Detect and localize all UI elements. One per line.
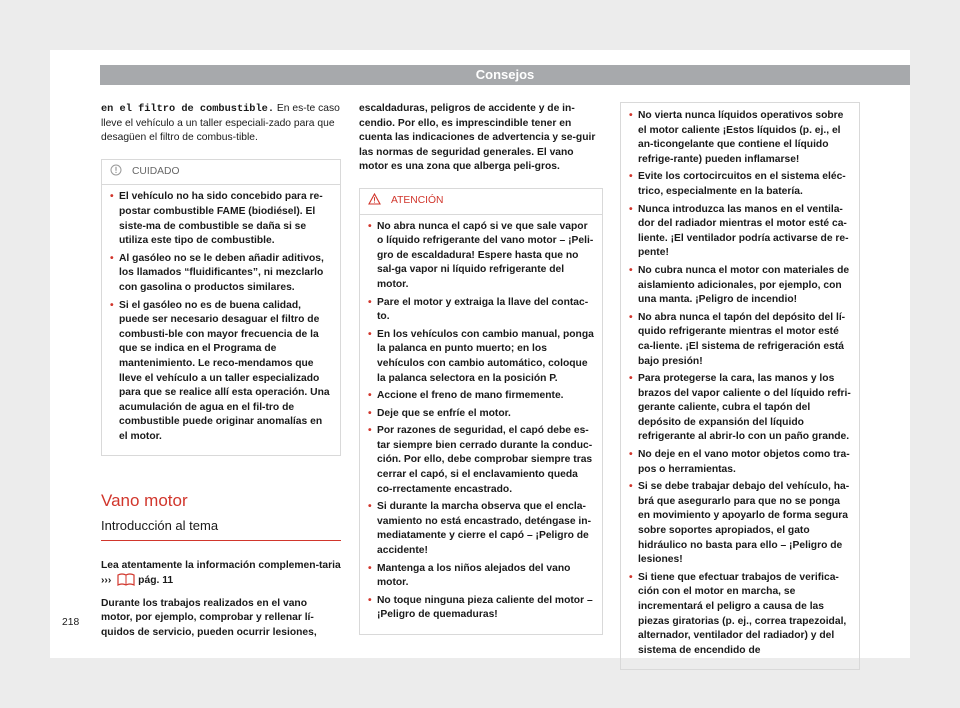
section-title: Vano motor xyxy=(101,491,188,511)
list-item: • El vehículo no ha sido concebido para re-postar combustible FAME (biodiésel). El siste-ma de combustible se daña si se utiliza este tipo de combustible. xyxy=(110,191,323,247)
column-left xyxy=(101,102,341,641)
list-item: • Si se debe trabajar debajo del vehículo, ha-brá que asegurarlo para que no se ponga en movimiento y apoyarlo de forma segura sobre soportes apropiados, el gato hidráulico no basta para ello – ¡Peligro de lesiones! xyxy=(629,481,850,566)
caution-label: CUIDADO xyxy=(132,166,180,178)
list-item: • Si tiene que efectuar trabajos de verifica-ción con el motor en marcha, se incrementará el peligro a causa de las piezas giratorias (p. ej., correa trapezoidal, alternador, ventilador del radiador) y del sistema de encendido de xyxy=(629,571,847,656)
warning-continuation-box xyxy=(620,102,860,670)
continuation-paragraph: escaldaduras, peligros de accidente y de in-cendio. Por ello, es imprescindible tener en cuenta las indicaciones de advertencia y se-guir las normas de seguridad generales. El vano motor es una zona que alberga peli-gros. xyxy=(359,103,596,173)
subsection-title: Introducción al tema xyxy=(101,519,341,541)
list-item: • Si durante la marcha observa que el encla-vamiento no está encastrado, deténgase in-mediatamente y cierre el capó – ¡Peligro de accidente! xyxy=(368,501,592,557)
list-item: • Pare el motor y extraiga la llave del contac-to. xyxy=(368,296,589,323)
list-item: • No vierta nunca líquidos operativos sobre el motor caliente ¡Estos líquidos (p. ej., el an-ticongelante que contiene el líquido refrige-rante) pueden inflamarse! xyxy=(629,110,844,165)
column-right xyxy=(620,102,860,670)
warning-label: ATENCIÓN xyxy=(391,195,444,207)
column-middle xyxy=(359,102,603,635)
caution-circle-icon xyxy=(110,164,122,182)
list-item: • Evite los cortocircuitos en el sistema eléc-trico, especialmente en la batería. xyxy=(629,171,846,197)
caution-box xyxy=(101,159,341,457)
section-header: Consejos xyxy=(100,65,910,85)
warning-header xyxy=(360,189,602,215)
list-item: • No cubra nunca el motor con materiales de aislamiento adicionales, por ejemplo, con una manta. ¡Peligro de incendio! xyxy=(629,264,850,306)
warning-list xyxy=(368,220,594,623)
reference-arrows: ››› xyxy=(101,575,112,587)
fuel-filter-paragraph: en el filtro de combustible. En es-te caso lleve el vehículo a un taller especiali-zado para que desagüen el filtro de combus-tible. xyxy=(101,103,340,144)
warning-triangle-icon xyxy=(368,193,381,211)
list-item: • Mantenga a los niños alejados del vano motor. xyxy=(368,562,571,589)
body-paragraph: Durante los trabajos realizados en el vano motor, por ejemplo, comprobar y rellenar lí-quidos de servicio, pueden ocurrir lesiones, xyxy=(101,597,317,639)
list-item: • No toque ninguna pieza caliente del motor – ¡Peligro de quemaduras! xyxy=(368,594,593,621)
intro-paragraph: Lea atentamente la información complemen-taria ››› pág. 11 xyxy=(101,559,341,592)
list-item: • Para protegerse la cara, las manos y los brazos del vapor caliente o del líquido refri-gerante caliente, cubra el tapón del depósito de expansión del líquido refrigerante al abrir-lo con un paño grande. xyxy=(629,373,851,443)
list-item: • No deje en el vano motor objetos como tra-pos o herramientas. xyxy=(629,449,850,475)
list-item: • Si el gasóleo no es de buena calidad, puede ser necesario desaguar el filtro de combusti-ble con mayor frecuencia de la que se indica en el Programa de mantenimiento. Le reco-mendamos que lleve el vehículo a un taller especializado para que se realice allí esta operación. Una acumulación de agua en el fil-tro de combustible puede originar anomalías en el motor. xyxy=(110,299,330,442)
list-item: • Deje que se enfríe el motor. xyxy=(368,407,511,419)
list-item: • No abra nunca el capó si ve que sale vapor o líquido refrigerante del vano motor – ¡Peli-gro de escaldadura! Espere hasta que no sal-ga vapor ni líquido refrigerante del motor. xyxy=(368,220,594,290)
book-icon xyxy=(117,573,135,592)
list-item: • Al gasóleo no se le deben añadir aditivos, los llamados “fluidificantes”, ni mezclarlo con gasolina o productos similares. xyxy=(110,252,324,293)
caution-header xyxy=(102,160,340,186)
list-item: • No abra nunca el tapón del depósito del lí-quido refrigerante mientras el motor esté ca-liente. ¡El sistema de refrigeración está bajo presión! xyxy=(629,311,846,367)
warning-box xyxy=(359,188,603,635)
list-item: • Accione el freno de mano firmemente. xyxy=(368,390,564,402)
warning-continuation-list xyxy=(629,109,851,658)
document-page xyxy=(50,50,910,658)
list-item: • Por razones de seguridad, el capó debe es-tar siempre bien cerrado durante la conduc-ción. Por ello, debe comprobar siempre tras cerrar el capó, si el enclavamiento queda co-rrectamente encastrado. xyxy=(368,425,593,495)
caution-list xyxy=(110,190,332,444)
page-number: 218 xyxy=(62,617,80,628)
list-item: • En los vehículos con cambio manual, ponga la palanca en punto muerto; en los vehículos con cambio automático, coloque la palanca selectora en la posición P. xyxy=(368,328,594,384)
list-item: • Nunca introduzca las manos en el ventila-dor del radiador mientras el motor esté ca-liente. ¡El ventilador podría activarse de re-pente! xyxy=(629,203,849,259)
page-reference-link[interactable]: pág. 11 xyxy=(138,575,174,587)
